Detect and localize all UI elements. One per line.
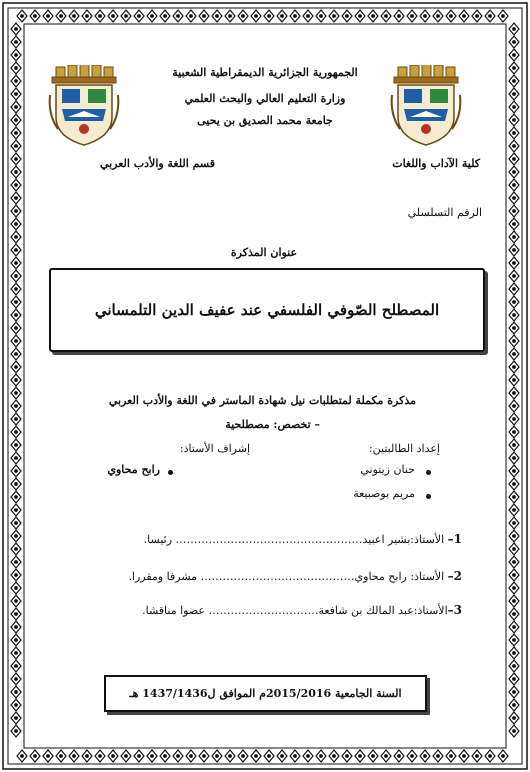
committee-member-row bbox=[120, 532, 462, 550]
committee-name: الأستاذ: رابح محاوي bbox=[354, 570, 448, 583]
university-crest-left-icon bbox=[48, 65, 120, 147]
academic-year-box bbox=[104, 675, 427, 712]
committee-name: الأستاذ:عبد المالك بن شافعة bbox=[318, 604, 448, 617]
supervisor-label: إشراف الأستاذ: bbox=[179, 442, 250, 455]
university-crest-right-icon bbox=[390, 65, 462, 147]
committee-number: 2– bbox=[447, 569, 462, 583]
student-bullet bbox=[426, 494, 431, 499]
committee-role: مشرفا ومقررا. bbox=[128, 570, 201, 583]
committee-number: 3– bbox=[447, 603, 462, 617]
student-bullet bbox=[426, 470, 431, 475]
committee-member-row bbox=[90, 603, 462, 621]
committee-role: عضوا مناقشا. bbox=[142, 604, 209, 617]
republic-name: الجمهورية الجزائرية الديمقراطية الشعبية bbox=[172, 66, 358, 79]
committee-name: الأستاذ:بشير اعبيد bbox=[362, 533, 448, 546]
faculty-name: كلية الآداب واللغات bbox=[392, 157, 480, 170]
ministry-name: وزارة التعليم العالي والبحث العلمي bbox=[184, 92, 346, 105]
academic-year: السنة الجامعية 2015/2016م الموافق ل1437/1436 هـ bbox=[129, 687, 402, 700]
supervisor-name: رابح محاوي bbox=[107, 463, 160, 476]
description-line-1: مذكرة مكملة لمتطلبات نيل شهادة الماستر في اللغة والأدب العربي bbox=[108, 394, 416, 407]
committee-number: 1– bbox=[447, 532, 462, 546]
committee-dots: ………………………… bbox=[208, 604, 319, 617]
memo-title: المصطلح الصّوفي الفلسفي عند عفيف الدين التلمساني bbox=[94, 301, 440, 319]
students-label: إعداد الطالبتين: bbox=[368, 442, 440, 455]
department-name: قسم اللغة والأدب العربي bbox=[99, 157, 215, 170]
memo-title-box bbox=[49, 268, 485, 352]
committee-dots: …………………………………… bbox=[200, 570, 355, 583]
committee-member-row bbox=[70, 569, 462, 587]
memo-title-label: عنوان المذكرة bbox=[230, 246, 298, 259]
description-line-2: – تخصص: مصطلحية bbox=[225, 418, 320, 431]
serial-number-label: الرقم التسلسلي bbox=[407, 206, 482, 219]
committee-dots: …………………………………………… bbox=[175, 533, 363, 546]
student-name: حنان زيتوني bbox=[360, 463, 415, 476]
supervisor-bullet bbox=[168, 470, 173, 475]
university-name: جامعة محمد الصديق بن يحيى bbox=[197, 114, 333, 127]
committee-role: رئيسا. bbox=[143, 533, 176, 546]
student-name: مريم بوصبيعة bbox=[353, 487, 415, 500]
